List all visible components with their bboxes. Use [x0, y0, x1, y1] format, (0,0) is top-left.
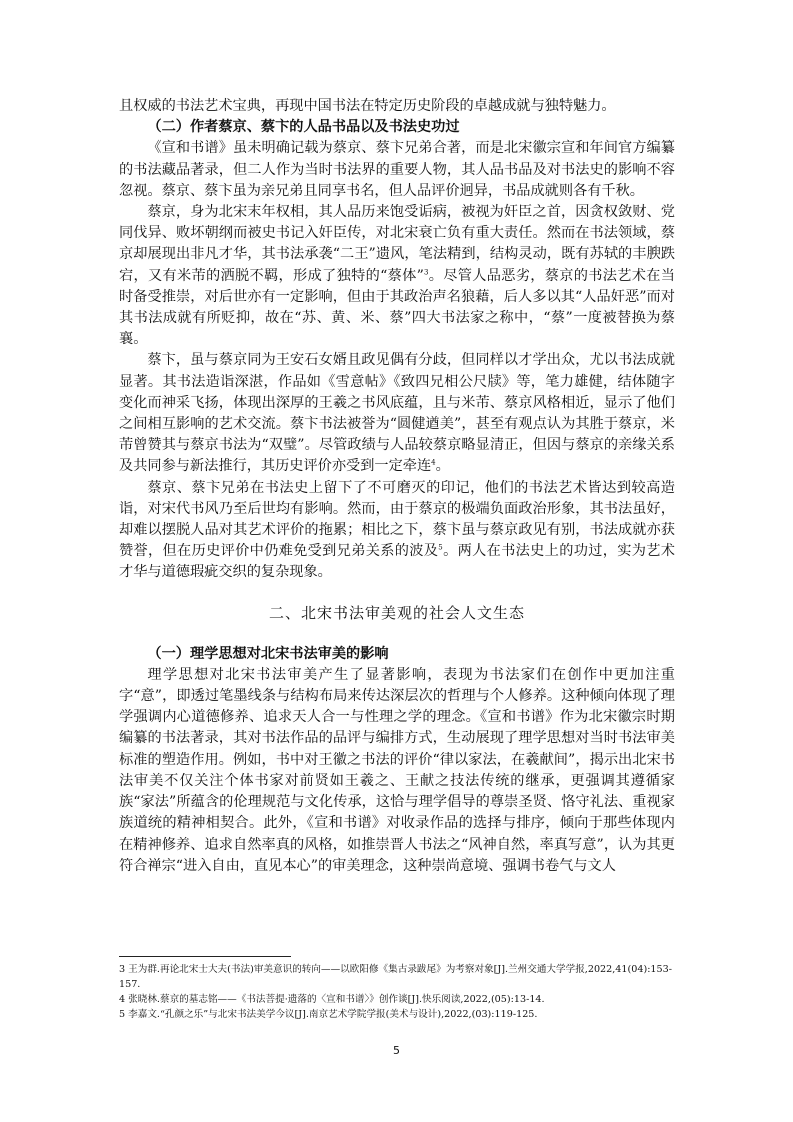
paragraph: [119, 350, 675, 477]
paragraph-text: 理学思想对北宋书法审美产生了显著影响，表现为书法家们在创作中更加注重字“意”，即透过笔墨线条与结构布局来传达深层次的哲理与个人修养。这种倾向体现了理学强调内心道德修养、追求天人合一与性理之学的理念。《宣和书谱》作为北宋徽宗时期编纂的书法著录，其对书法作品的品评与编排方式，生动展现了理学思想对当时书法审美标准的塑造作用。例如，书中对王徽之书法的评价“律以家法，在羲献间”，揭示出北宋书法审美不仅关注个体书家对前贤如王羲之、王献之技法传统的继承，更强调其遵循家族“家法”所蕴含的伦理规范与文化传承，这恰与理学倡导的尊崇圣贤、恪守礼法、重视家族道统的精神相契合。此外，《宣和书谱》对收录作品的选择与排序，倾向于那些体现内在精神修养、追求自然率真的风格，如推崇晋人书法之“风神自然，率真写意”，认为其更符合禅宗“进入自由，直见本心”的审美理念，这种崇尚意境、强调书卷气与文人: [119, 666, 675, 874]
paragraph: [119, 478, 675, 584]
paragraph: [119, 665, 675, 877]
page-number: 5: [393, 1044, 400, 1057]
paragraph-text: 蔡京、蔡卞兄弟在书法史上留下了不可磨灭的印记，他们的书法艺术皆达到较高造诣，对宋代书风乃至后世均有影响。然而，由于蔡京的极端负面政治形象，其书法虽好，却难以摆脱人品对其艺术评价的拖累；相比之下，蔡卞虽与蔡京政见有别，书法成就亦获赞誉，但在历史评价中仍难免受到兄弟关系的波及: [119, 479, 675, 560]
paragraph-continued: 且权威的书法艺术宝典，再现中国书法在特定历史阶段的卓越成就与独特魅力。: [119, 98, 616, 114]
body-text: [119, 96, 675, 877]
footnotes: [119, 962, 679, 1022]
footnote-5: 5 李嘉文.“孔颜之乐”与北宋书法美学今议[J].南京艺术学院学报(美术与设计),2022,(03):119-125.: [119, 1009, 538, 1020]
footnote-ref[interactable]: 5: [438, 543, 443, 552]
footnote-4: 4 张晓林.蔡京的墓志铭——《书法菩提·遗落的〈宣和书谱〉》创作谈[J].快乐阅读,2022,(05):13-14.: [119, 994, 545, 1005]
paragraph-text: 。: [435, 458, 450, 475]
footnote-ref[interactable]: 3: [423, 267, 429, 276]
paragraph-text: 。两人在书法史上的功过，实为艺术才华与道德瑕疵交织的复杂现象。: [119, 543, 675, 581]
paragraph-text: 。尽管人品恶劣，蔡京的书法艺术在当时备受推崇，对后世亦有一定影响，但由于其政治声名狼藉，后人多以其“人品奸恶”而对其书法成就有所贬抑，故在“苏、黄、米、蔡”四大书法家之称中，“蔡”一度被替换为蔡襄。: [119, 267, 675, 348]
footnote-divider: [119, 956, 291, 957]
section-heading-2: （二）作者蔡京、蔡卞的人品书品以及书法史功过: [147, 119, 460, 136]
paragraph: [119, 138, 675, 202]
section-heading-1: （一）理学思想对北宋书法审美的影响: [147, 645, 389, 662]
paragraph: [119, 202, 675, 350]
paragraph-text: 《宣和书谱》虽未明确记载为蔡京、蔡卞兄弟合著，而是北宋徽宗宣和年间官方编纂的书法藏品著录，但二人作为当时书法界的重要人物，其人品书品及对书法史的影响不容忽视。蔡京、蔡卞虽为亲兄弟且同享书名，但人品评价迥异，书品成就则各有千秋。: [119, 140, 675, 199]
footnote-3: 3 王为群.再论北宋士大夫(书法)审美意识的转向——以欧阳修《集古录跋尾》为考察对象[J].兰州交通大学学报,2022,41(04):153-157.: [119, 964, 672, 990]
paragraph-text: 蔡京，身为北宋末年权相，其人品历来饱受诟病，被视为奸臣之首，因贪权敛财、党同伐异、败坏朝纲而被史书记入奸臣传，对北宋衰亡负有重大责任。然而在书法领域，蔡京却展现出非凡才华，其书法承袭“二王”遗风，笔法精到，结构灵动，既有苏轼的丰腴跌宕，又有米芾的洒脱不羁，形成了独特的“蔡体”: [119, 204, 675, 284]
footnote-ref[interactable]: 4: [431, 458, 436, 467]
paragraph-text: 蔡卞，虽与蔡京同为王安石女婿且政见偶有分歧，但同样以才学出众，尤以书法成就显著。其书法造诣深湛，作品如《雪意帖》《致四兄相公尺牍》等，笔力雄健，结体随字变化而神采飞扬，体现出深厚的王羲之书风底蕴，且与米芾、蔡京风格相近，显示了他们之间相互影响的艺术交流。蔡卞书法被誉为“圆健遒美”，甚至有观点认为其胜于蔡京，米芾曾赞其与蔡京书法为“双璧”。尽管政绩与人品较蔡京略显清正，但因与蔡京的亲缘关系及共同参与新法推行，其历史评价亦受到一定牵连: [119, 352, 675, 475]
chapter-heading: 二、北宋书法审美观的社会人文生态: [268, 603, 525, 622]
